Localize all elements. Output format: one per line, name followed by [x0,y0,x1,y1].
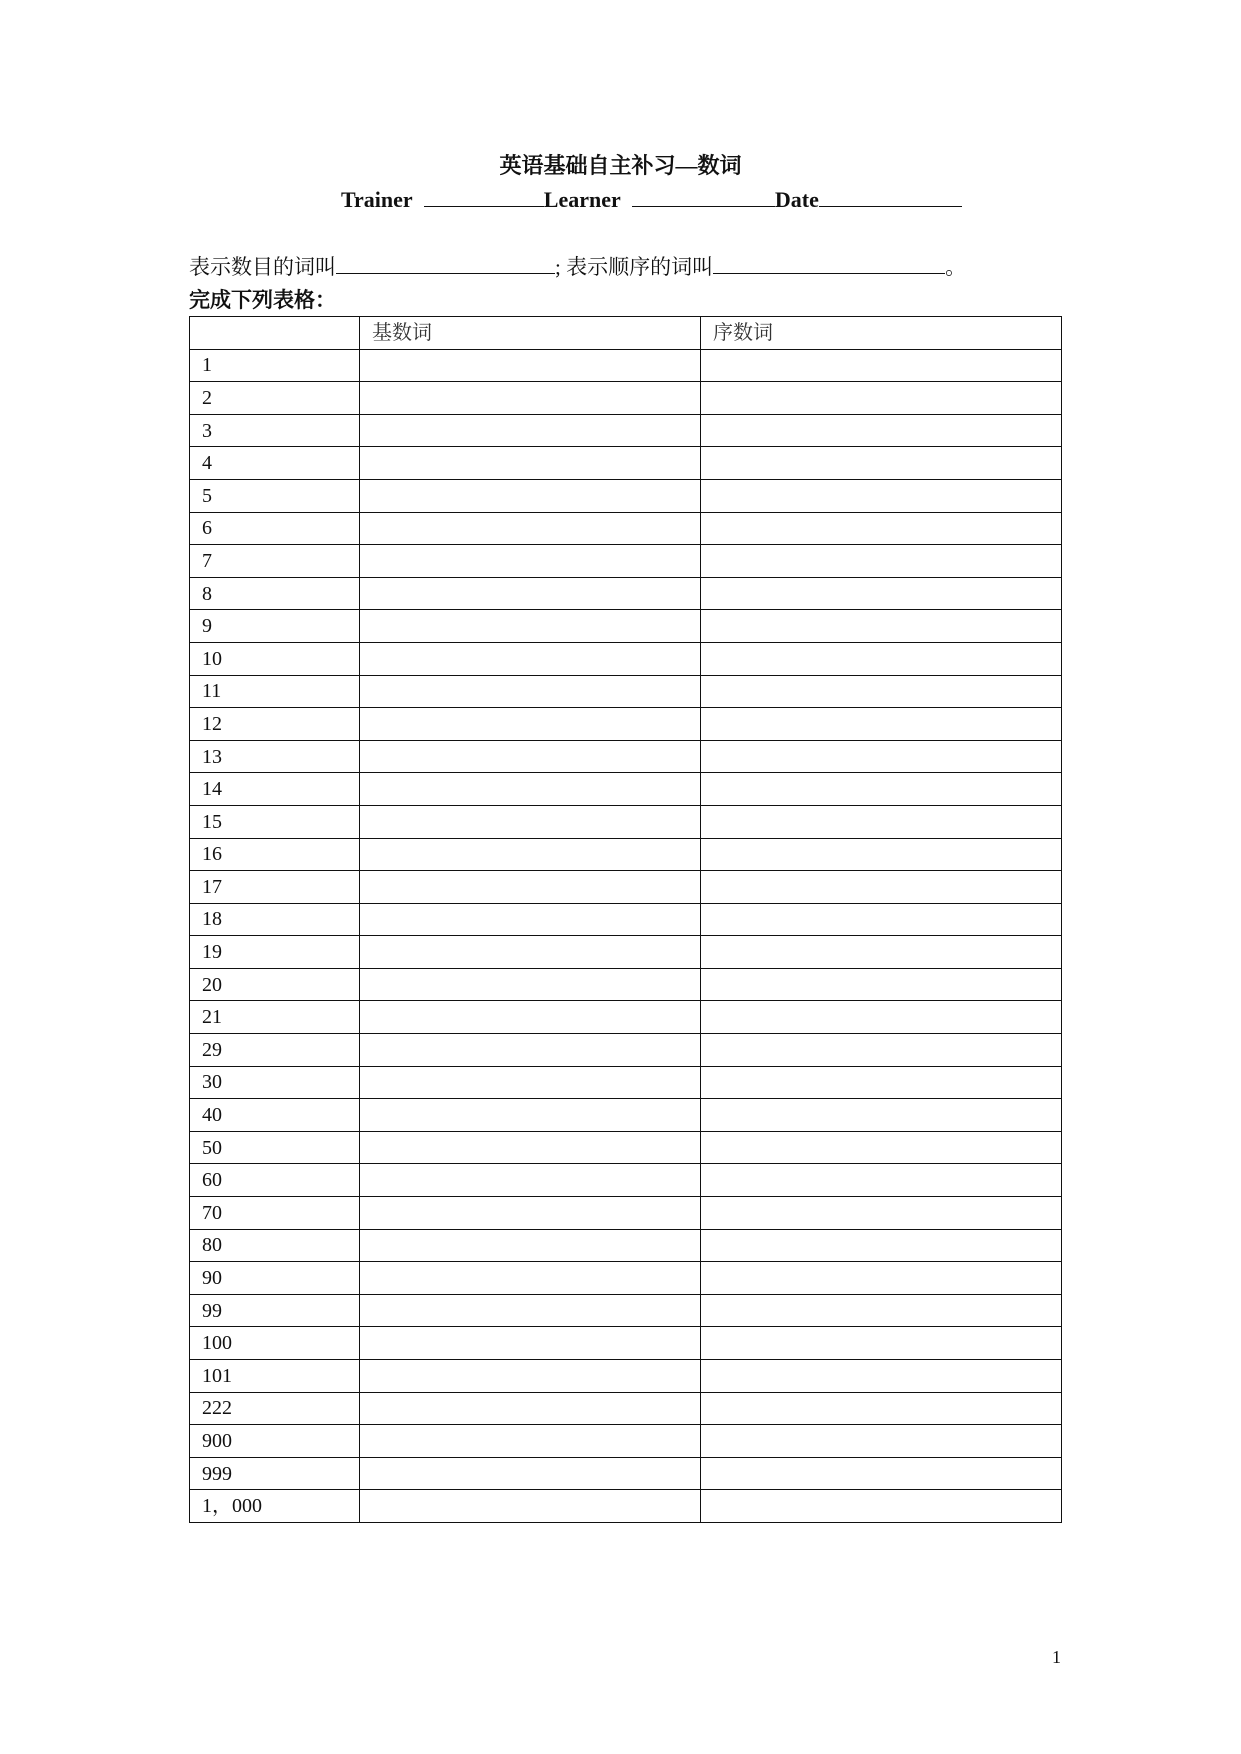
number-cell: 99 [190,1294,360,1327]
ordinal-answer-cell[interactable] [701,1197,1062,1230]
ordinal-answer-cell[interactable] [701,1294,1062,1327]
ordinal-answer-cell[interactable] [701,838,1062,871]
ordinal-answer-cell[interactable] [701,1327,1062,1360]
number-cell: 70 [190,1197,360,1230]
ordinal-answer-cell[interactable] [701,1131,1062,1164]
cardinal-answer-cell[interactable] [360,447,701,480]
ordinal-answer-cell[interactable] [701,871,1062,904]
ordinal-answer-cell[interactable] [701,1229,1062,1262]
cardinal-answer-cell[interactable] [360,1327,701,1360]
cardinal-answer-cell[interactable] [360,871,701,904]
ordinal-answer-cell[interactable] [701,349,1062,382]
cardinal-answer-cell[interactable] [360,740,701,773]
number-cell: 11 [190,675,360,708]
table-body [190,349,1062,1522]
table-row [190,447,1062,480]
date-blank[interactable] [819,186,962,207]
page-number: 1 [1052,1647,1061,1667]
cardinal-answer-cell[interactable] [360,1034,701,1067]
number-cell: 222 [190,1392,360,1425]
ordinal-answer-cell[interactable] [701,1262,1062,1295]
table-instruction: 完成下列表格： [189,288,336,312]
cardinal-answer-cell[interactable] [360,1066,701,1099]
header-ordinal: 序数词 [701,317,1062,350]
cardinal-answer-cell[interactable] [360,1131,701,1164]
number-cell: 29 [190,1034,360,1067]
ordinal-answer-cell[interactable] [701,675,1062,708]
table-row [190,479,1062,512]
learner-blank[interactable] [632,186,775,207]
table-row [190,773,1062,806]
table-row [190,1131,1062,1164]
table-row [190,1490,1062,1523]
table-row [190,1360,1062,1393]
table-row [190,349,1062,382]
number-cell: 21 [190,1001,360,1034]
table-row [190,1327,1062,1360]
ordinal-answer-cell[interactable] [701,903,1062,936]
cardinal-answer-cell[interactable] [360,1457,701,1490]
number-cell: 40 [190,1099,360,1132]
ordinal-answer-cell[interactable] [701,1457,1062,1490]
ordinal-answer-cell[interactable] [701,805,1062,838]
cardinal-answer-cell[interactable] [360,675,701,708]
number-cell: 2 [190,382,360,415]
table-header-row [190,317,1062,350]
date-label: Date [774,187,819,212]
page-title: 英语基础自主补习—数词 [499,153,742,178]
numeral-table [189,316,1062,1523]
table-row [190,805,1062,838]
table-row [190,577,1062,610]
number-cell: 8 [190,577,360,610]
number-cell: 12 [190,708,360,741]
number-cell: 101 [190,1360,360,1393]
ordinal-answer-cell[interactable] [701,1490,1062,1523]
number-cell: 7 [190,545,360,578]
table-row [190,968,1062,1001]
instruction-end: 。 [945,255,967,279]
table-row [190,708,1062,741]
ordinal-answer-cell[interactable] [701,708,1062,741]
number-cell: 90 [190,1262,360,1295]
table-row [190,936,1062,969]
number-cell: 1，000 [190,1490,360,1523]
cardinal-answer-cell[interactable] [360,1425,701,1458]
number-cell: 4 [190,447,360,480]
cardinal-definition-blank[interactable] [336,253,555,274]
ordinal-answer-cell[interactable] [701,1425,1062,1458]
table-row [190,1001,1062,1034]
learner-label: Learner [543,187,621,212]
trainer-label: Trainer [341,187,413,212]
table-row [190,1197,1062,1230]
cardinal-answer-cell[interactable] [360,1001,701,1034]
instruction-line [189,252,966,282]
number-cell: 20 [190,968,360,1001]
ordinal-answer-cell[interactable] [701,577,1062,610]
ordinal-answer-cell[interactable] [701,1392,1062,1425]
table-row [190,1034,1062,1067]
ordinal-answer-cell[interactable] [701,545,1062,578]
cardinal-answer-cell[interactable] [360,1262,701,1295]
cardinal-answer-cell[interactable] [360,773,701,806]
cardinal-answer-cell[interactable] [360,838,701,871]
table-row [190,1425,1062,1458]
cardinal-answer-cell[interactable] [360,1229,701,1262]
table-row [190,545,1062,578]
header-info-line [341,185,962,215]
ordinal-answer-cell[interactable] [701,414,1062,447]
ordinal-answer-cell[interactable] [701,1099,1062,1132]
table-row [190,1457,1062,1490]
number-cell: 19 [190,936,360,969]
table-row [190,1392,1062,1425]
table-row [190,1262,1062,1295]
table-row [190,1164,1062,1197]
number-cell: 6 [190,512,360,545]
cardinal-answer-cell[interactable] [360,545,701,578]
header-number [190,317,360,350]
trainer-blank[interactable] [424,186,544,207]
instruction-separator: ; [555,255,567,279]
table-row [190,1229,1062,1262]
ordinal-answer-cell[interactable] [701,1164,1062,1197]
ordinal-answer-cell[interactable] [701,773,1062,806]
table-row [190,675,1062,708]
cardinal-answer-cell[interactable] [360,1197,701,1230]
cardinal-answer-cell[interactable] [360,1490,701,1523]
ordinal-answer-cell[interactable] [701,936,1062,969]
ordinal-answer-cell[interactable] [701,447,1062,480]
ordinal-answer-cell[interactable] [701,610,1062,643]
number-cell: 10 [190,642,360,675]
table-row [190,512,1062,545]
number-cell: 18 [190,903,360,936]
cardinal-answer-cell[interactable] [360,382,701,415]
number-cell: 30 [190,1066,360,1099]
number-cell: 1 [190,349,360,382]
instruction-part1: 表示数目的词叫 [189,255,336,279]
instruction-part2: 表示顺序的词叫 [566,255,714,279]
number-cell: 17 [190,871,360,904]
table-row [190,903,1062,936]
number-cell: 9 [190,610,360,643]
table-row [190,1066,1062,1099]
ordinal-definition-blank[interactable] [713,253,945,274]
cardinal-answer-cell[interactable] [360,1294,701,1327]
cardinal-answer-cell[interactable] [360,1360,701,1393]
table-row [190,871,1062,904]
number-cell: 80 [190,1229,360,1262]
number-cell: 50 [190,1131,360,1164]
number-cell: 5 [190,479,360,512]
cardinal-answer-cell[interactable] [360,1099,701,1132]
number-cell: 16 [190,838,360,871]
cardinal-answer-cell[interactable] [360,968,701,1001]
cardinal-answer-cell[interactable] [360,642,701,675]
cardinal-answer-cell[interactable] [360,936,701,969]
table-row [190,838,1062,871]
ordinal-answer-cell[interactable] [701,968,1062,1001]
cardinal-answer-cell[interactable] [360,610,701,643]
ordinal-answer-cell[interactable] [701,1034,1062,1067]
ordinal-answer-cell[interactable] [701,642,1062,675]
cardinal-answer-cell[interactable] [360,903,701,936]
table-row [190,610,1062,643]
cardinal-answer-cell[interactable] [360,577,701,610]
number-cell: 999 [190,1457,360,1490]
table-row [190,1294,1062,1327]
number-cell: 15 [190,805,360,838]
ordinal-answer-cell[interactable] [701,1001,1062,1034]
cardinal-answer-cell[interactable] [360,479,701,512]
table-row [190,1099,1062,1132]
ordinal-answer-cell[interactable] [701,382,1062,415]
ordinal-answer-cell[interactable] [701,740,1062,773]
cardinal-answer-cell[interactable] [360,414,701,447]
number-cell: 13 [190,740,360,773]
cardinal-answer-cell[interactable] [360,349,701,382]
header-cardinal: 基数词 [360,317,701,350]
cardinal-answer-cell[interactable] [360,708,701,741]
table-row [190,642,1062,675]
ordinal-answer-cell[interactable] [701,1360,1062,1393]
number-cell: 100 [190,1327,360,1360]
table-row [190,382,1062,415]
ordinal-answer-cell[interactable] [701,479,1062,512]
number-cell: 14 [190,773,360,806]
table-row [190,414,1062,447]
table-row [190,740,1062,773]
number-cell: 3 [190,414,360,447]
number-cell: 60 [190,1164,360,1197]
cardinal-answer-cell[interactable] [360,512,701,545]
cardinal-answer-cell[interactable] [360,805,701,838]
cardinal-answer-cell[interactable] [360,1392,701,1425]
ordinal-answer-cell[interactable] [701,512,1062,545]
cardinal-answer-cell[interactable] [360,1164,701,1197]
ordinal-answer-cell[interactable] [701,1066,1062,1099]
number-cell: 900 [190,1425,360,1458]
